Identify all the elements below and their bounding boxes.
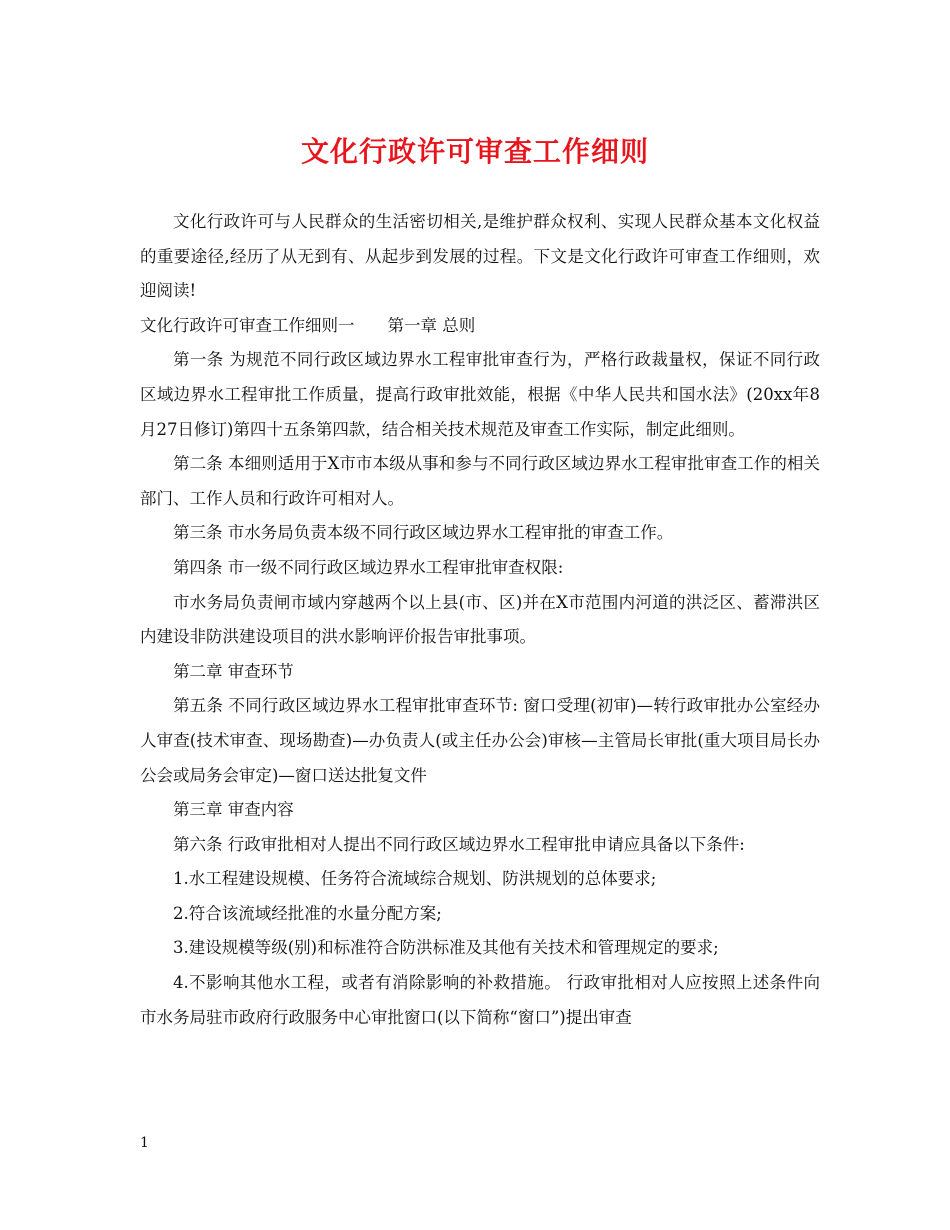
section-heading: 文化行政许可审查工作细则一 第一章 总则 [140, 315, 476, 335]
article-1: 第一条 为规范不同行政区域边界水工程审批审查行为，严格行政裁量权，保证不同行政区域边界水工程审批工作质量，提高行政审批效能，根据《中华人民共和国水法》(20xx年8月27日修订)第四十五条第四款，结合相关技术规范及审查工作实际，制定此细则。 [140, 350, 820, 439]
article-4: 第四条 市一级不同行政区域边界水工程审批审查权限: [173, 557, 564, 577]
article-3: 第三条 市水务局负责本级不同行政区域边界水工程审批的审查工作。 [173, 523, 674, 543]
chapter-3-heading: 第三章 审查内容 [173, 800, 294, 820]
document-title: 文化行政许可审查工作细则 [300, 135, 649, 168]
article-5: 第五条 不同行政区域边界水工程审批审查环节: 窗口受理(初审)—转行政审批办公室经办人审查(技术审查、现场勘查)—办负责人(或主任办公会)审核—主管局长审批(重大项目局长办公会或局务会审定)—窗口送达批复文件 [140, 696, 820, 785]
article-4-detail: 市水务局负责闸市域内穿越两个以上县(市、区)并在X市范围内河道的洪泛区、蓄滞洪区内建设非防洪建设项目的洪水影响评价报告审批事项。 [140, 592, 820, 647]
document-body [140, 205, 820, 1035]
condition-3: 3.建设规模等级(别)和标准符合防洪标准及其他有关技术和管理规定的要求; [173, 938, 719, 958]
condition-1: 1.水工程建设规模、任务符合流域综合规划、防洪规划的总体要求; [173, 869, 657, 889]
intro-paragraph: 文化行政许可与人民群众的生活密切相关,是维护群众权利、实现人民群众基本文化权益的重要途径,经历了从无到有、从起步到发展的过程。下文是文化行政许可审查工作细则，欢迎阅读! [140, 212, 820, 301]
article-2: 第二条 本细则适用于X市市本级从事和参与不同行政区域边界水工程审批审查工作的相关部门、工作人员和行政许可相对人。 [140, 454, 820, 508]
article-6: 第六条 行政审批相对人提出不同行政区域边界水工程审批申请应具备以下条件: [173, 834, 745, 854]
condition-2: 2.符合该流域经批准的水量分配方案; [173, 903, 442, 923]
chapter-2-heading: 第二章 审查环节 [173, 661, 294, 681]
condition-4: 4.不影响其他水工程，或者有消除影响的补救措施。 行政审批相对人应按照上述条件向市水务局驻市政府行政服务中心审批窗口(以下简称“窗口”)提出审查 [140, 973, 820, 1027]
page-number: 1 [140, 1135, 149, 1151]
